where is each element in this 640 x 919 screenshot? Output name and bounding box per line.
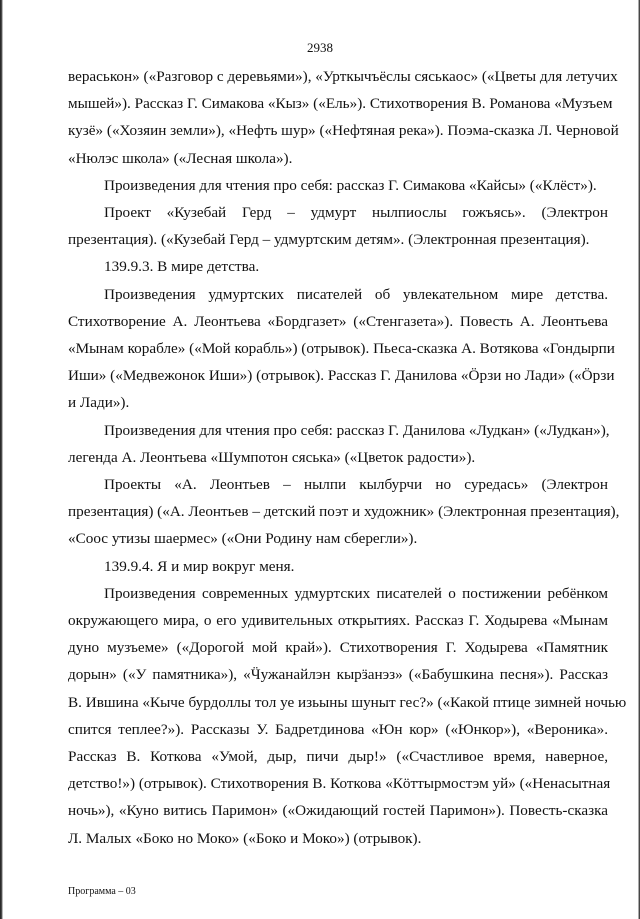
text-line: Стихотворение А. Леонтьева «Бордгазет» («Стенгазета»). Повесть А. Леонтьева — [68, 312, 608, 330]
text-line: легенда А. Леонтьева «Шумпотон сяська» («Цветок радости»). — [68, 448, 476, 466]
page-number: 2938 — [307, 40, 333, 55]
text-line: презентация) («А. Леонтьев – детский поэт и художник» (Электронная презентация), — [68, 503, 620, 521]
text-line: Проект «Кузебай Герд – удмурт нылпиослы гожъясь». (Электрон — [104, 204, 608, 222]
text-line: мышей»). Рассказ Г. Симакова «Кыз» («Ель»). Стихотворения В. Романова «Музъем — [68, 95, 613, 113]
text-line: вераськон» («Разговор с деревьями»), «Урткычъёслы сяськаос» («Цветы для летучих — [68, 68, 618, 85]
text-line: дорын» («У памятника»), «Ӵужанайлэн кырӟанэз» («Бабушкина песня»). Рассказ — [68, 666, 608, 684]
text-line: презентация). («Кузебай Герд – удмуртским детям». (Электронная презентация). — [68, 231, 590, 249]
text-line: окружающего мира, о его удивительных открытиях. Рассказ Г. Ходырева «Мынам — [68, 612, 608, 630]
text-line: 139.9.3. В мире детства. — [104, 258, 260, 276]
text-line: Иши» («Медвежонок Иши») (отрывок). Рассказ Г. Данилова «Ӧрзи но Лади» («Ӧрзи — [68, 367, 615, 385]
text-line: «Нюлэс школа» («Лесная школа»). — [68, 149, 293, 167]
text-line: «Соос утизы шаермес» («Они Родину нам сберегли»). — [68, 530, 418, 548]
text-line: дуно музъеме» («Дорогой мой край»). Стихотворения Г. Ходырева «Памятник — [68, 639, 608, 657]
scan-edge-left — [0, 0, 3, 919]
text-line: Произведения современных удмуртских писателей о постижении ребёнком — [104, 584, 608, 602]
text-line: В. Ившина «Кыче бурдоллы тол уе изьыны шуныт гес?» («Какой птице зимней ночью — [68, 693, 627, 711]
text-line: Произведения удмуртских писателей об увлекательном мире детства. — [104, 285, 608, 303]
text-line: детство!») (отрывок). Стихотворения В. Коткова «Кӧттырмостэм уй» («Ненасытная — [68, 775, 611, 793]
text-line: Произведения для чтения про себя: рассказ Г. Данилова «Лудкан» («Лудкан»), — [104, 421, 610, 439]
document-body — [68, 63, 627, 852]
text-line: кузё» («Хозяин земли»), «Нефть шур» («Нефтяная река»). Поэма-сказка Л. Черновой — [68, 122, 619, 140]
text-line: Л. Малых «Боко но Моко» («Боко и Моко») (отрывок). — [68, 829, 422, 847]
text-line: «Мынам корабле» («Мой корабль») (отрывок). Пьеса-сказка А. Вотякова «Гондырпи — [68, 340, 615, 358]
text-line: и Лади»). — [68, 394, 130, 412]
text-line: Рассказ В. Коткова «Умой, дыр, пичи дыр!» («Счастливое время, наверное, — [68, 748, 608, 766]
text-line: ночь»), «Куно витись Паримон» («Ожидающий гостей Паримон»). Повесть-сказка — [68, 802, 608, 820]
text-line: Проекты «А. Леонтьев – нылпи кылбурчи но суредась» (Электрон — [104, 476, 608, 494]
text-line: спится теплее?»). Рассказы У. Бадретдинова «Юн кор» («Юнкор»), «Вероника». — [68, 720, 608, 738]
text-line: Произведения для чтения про себя: рассказ Г. Симакова «Кайсы» («Клёст»). — [104, 176, 597, 194]
page-footer: Программа – 03 — [68, 886, 136, 897]
text-line: 139.9.4. Я и мир вокруг меня. — [104, 557, 295, 575]
